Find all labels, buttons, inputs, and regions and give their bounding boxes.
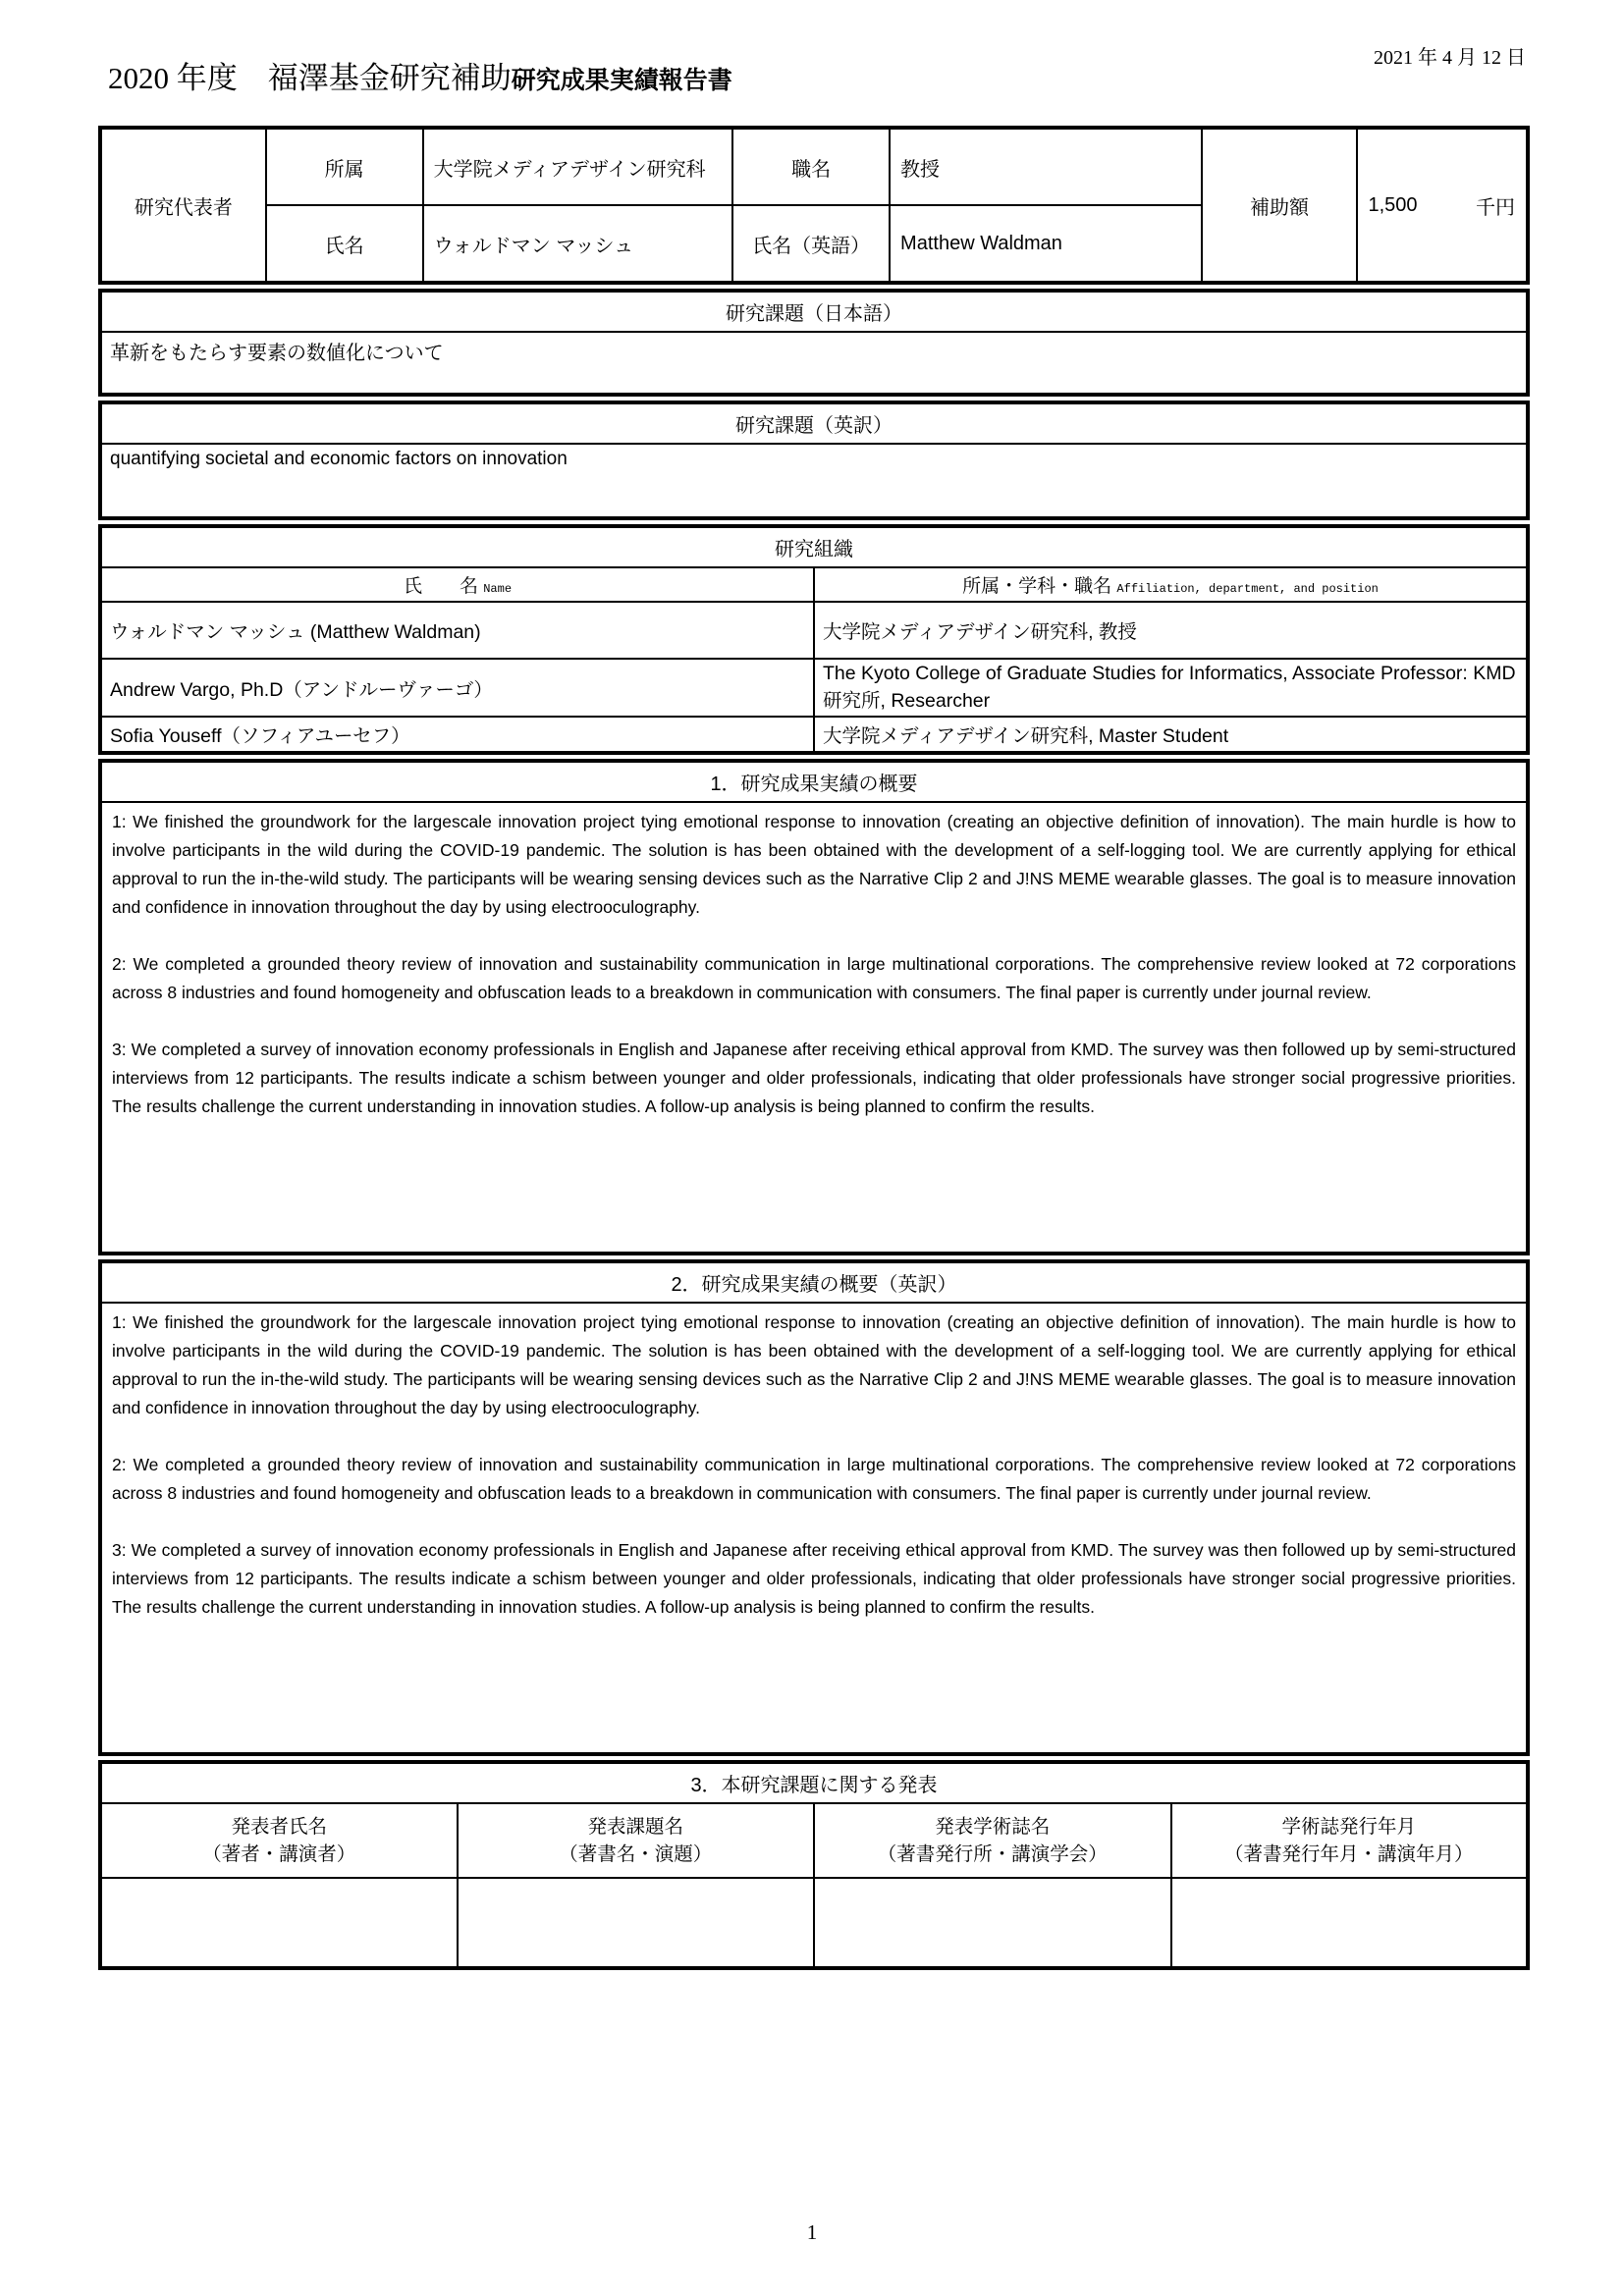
table-row bbox=[100, 128, 1528, 205]
organization-col-name-jp: 氏 名 bbox=[403, 576, 478, 597]
section2-paragraph: 3: We completed a survey of innovation economy professionals in English and Japanese after receiving ethical approval from KMD. The survey was then followed up by semi-structured interviews from 12 participants. The results indicate a schism between younger and older professionals, indicating that older professionals have stronger social progressive priorities. The results challenge the current understanding in innovation studies. A follow-up analysis is being planned to confirm the results. bbox=[112, 1540, 1516, 1618]
organization-col-name bbox=[100, 567, 814, 602]
table-row bbox=[100, 291, 1528, 332]
organization-table bbox=[98, 524, 1530, 755]
publications-col-presenter-line2: （著者・講演者） bbox=[202, 1843, 356, 1865]
topic-jp-value: 革新をもたらす要素の数値化について bbox=[100, 332, 1528, 395]
section1-body bbox=[100, 802, 1528, 1254]
publications-col-journal-line2: （著書発行所・講演学会） bbox=[877, 1843, 1108, 1865]
section3-header: 3．本研究課題に関する発表 bbox=[100, 1762, 1528, 1803]
grant-amount-cell bbox=[1357, 128, 1529, 283]
page-number: 1 bbox=[806, 2220, 818, 2244]
member-affiliation: 大学院メディアデザイン研究科, Master Student bbox=[814, 717, 1528, 753]
organization-col-affil bbox=[814, 567, 1528, 602]
table-row bbox=[100, 332, 1528, 395]
publications-col-date-line2: （著書発行年月・講演年月） bbox=[1223, 1843, 1474, 1865]
publications-col-title-line1: 発表課題名 bbox=[587, 1815, 683, 1838]
member-name: Sofia Youseff（ソフィアユーセフ） bbox=[100, 717, 814, 753]
topic-en-header: 研究課題（英訳） bbox=[100, 402, 1528, 444]
publications-col-title-line2: （著書名・演題） bbox=[559, 1843, 713, 1865]
table-row bbox=[100, 526, 1528, 567]
section1-paragraph: 2: We completed a grounded theory review of innovation and sustainability communication in large multinational corporations. The comprehensive review looked at 72 corporations across 8 industries and found homogeneity and obfuscation leads to a breakdown in communication with consumers. The final paper is currently under journal review. bbox=[112, 954, 1516, 1003]
job-title-value: 教授 bbox=[890, 128, 1202, 205]
document-header bbox=[98, 39, 1530, 126]
section1-paragraph: 1: We finished the groundwork for the largescale innovation project tying emotional response to innovation (creating an objective definition of innovation). The main hurdle is how to involve participants in the wild during the COVID-19 pandemic. The solution is has been obtained with the development of a self-logging tool. We are currently applying for ethical approval to run the in-the-wild study. The participants will be wearing sensing devices such as the Narrative Clip 2 and J!NS MEME wearable glasses. The goal is to measure innovation and confidence in innovation throughout the day by using electrooculography. bbox=[112, 812, 1516, 918]
publications-col-journal bbox=[814, 1803, 1171, 1878]
member-affiliation: 大学院メディアデザイン研究科, 教授 bbox=[814, 602, 1528, 659]
table-row bbox=[100, 444, 1528, 518]
organization-col-affil-jp: 所属・学科・職名 bbox=[962, 576, 1112, 597]
table-row bbox=[100, 1261, 1528, 1303]
topic-jp-table bbox=[98, 289, 1530, 397]
representative-label: 研究代表者 bbox=[100, 128, 266, 283]
table-row bbox=[100, 402, 1528, 444]
section1-paragraph: 3: We completed a survey of innovation economy professionals in English and Japanese after receiving ethical approval from KMD. The survey was then followed up by semi-structured interviews from 12 participants. The results indicate a schism between younger and older professionals, indicating that older professionals have stronger social progressive priorities. The results challenge the current understanding in innovation studies. A follow-up analysis is being planned to confirm the results. bbox=[112, 1040, 1516, 1117]
grant-amount-unit: 千円 bbox=[1476, 196, 1515, 219]
organization-header: 研究組織 bbox=[100, 526, 1528, 567]
publications-col-journal-line1: 発表学術誌名 bbox=[935, 1815, 1051, 1838]
empty-cell bbox=[100, 1878, 458, 1968]
name-en-label: 氏名（英語） bbox=[732, 205, 890, 283]
empty-cell bbox=[1171, 1878, 1529, 1968]
organization-col-name-en: Name bbox=[483, 582, 513, 596]
publications-col-date bbox=[1171, 1803, 1529, 1878]
publications-empty-row bbox=[100, 1878, 1528, 1968]
section1-header: 1．研究成果実績の概要 bbox=[100, 761, 1528, 802]
empty-cell bbox=[814, 1878, 1171, 1968]
affiliation-label: 所属 bbox=[266, 128, 423, 205]
table-row bbox=[100, 1303, 1528, 1754]
organization-col-affil-en: Affiliation, department, and position bbox=[1116, 582, 1379, 596]
publications-column-header-row bbox=[100, 1803, 1528, 1878]
topic-en-value: quantifying societal and economic factors on innovation bbox=[100, 444, 1528, 518]
document-title bbox=[108, 53, 732, 97]
member-affiliation: The Kyoto College of Graduate Studies for Informatics, Associate Professor: KMD 研究所, Researcher bbox=[814, 659, 1528, 717]
member-name: Andrew Vargo, Ph.D（アンドルーヴァーゴ） bbox=[100, 659, 814, 717]
table-row bbox=[100, 1762, 1528, 1803]
empty-cell bbox=[458, 1878, 815, 1968]
section2-header: 2．研究成果実績の概要（英訳） bbox=[100, 1261, 1528, 1303]
report-page bbox=[98, 39, 1530, 1974]
name-value: ウォルドマン マッシュ bbox=[423, 205, 733, 283]
affiliation-value: 大学院メディアデザイン研究科 bbox=[423, 128, 733, 205]
publications-col-title bbox=[458, 1803, 815, 1878]
document-title-main: 2020 年度 福澤基金研究補助 bbox=[108, 61, 512, 95]
publications-table bbox=[98, 1760, 1530, 1970]
section2-paragraph: 2: We completed a grounded theory review of innovation and sustainability communication in large multinational corporations. The comprehensive review looked at 72 corporations across 8 industries and found homogeneity and obfuscation leads to a breakdown in communication with consumers. The final paper is currently under journal review. bbox=[112, 1455, 1516, 1504]
table-row bbox=[100, 659, 1528, 717]
topic-en-table bbox=[98, 400, 1530, 520]
publications-col-presenter-line1: 発表者氏名 bbox=[231, 1815, 327, 1838]
grant-amount-wrap bbox=[1359, 191, 1526, 220]
table-row bbox=[100, 717, 1528, 753]
section1-table bbox=[98, 759, 1530, 1255]
grant-amount-value: 1,500 bbox=[1368, 193, 1418, 216]
publications-col-presenter bbox=[100, 1803, 458, 1878]
name-label: 氏名 bbox=[266, 205, 423, 283]
section2-paragraph: 1: We finished the groundwork for the largescale innovation project tying emotional response to innovation (creating an objective definition of innovation). The main hurdle is how to involve participants in the wild during the COVID-19 pandemic. The solution is has been obtained with the development of a self-logging tool. We are currently applying for ethical approval to run the in-the-wild study. The participants will be wearing sensing devices such as the Narrative Clip 2 and J!NS MEME wearable glasses. The goal is to measure innovation and confidence in innovation throughout the day by using electrooculography. bbox=[112, 1312, 1516, 1418]
section2-body bbox=[100, 1303, 1528, 1754]
document-title-sub: 研究成果実績報告書 bbox=[511, 67, 732, 94]
representative-table bbox=[98, 126, 1530, 285]
job-title-label: 職名 bbox=[732, 128, 890, 205]
name-en-value: Matthew Waldman bbox=[890, 205, 1202, 283]
member-name: ウォルドマン マッシュ (Matthew Waldman) bbox=[100, 602, 814, 659]
document-date: 2021 年 4 月 12 日 bbox=[1374, 47, 1526, 69]
table-row bbox=[100, 761, 1528, 802]
organization-column-header-row bbox=[100, 567, 1528, 602]
section2-table bbox=[98, 1259, 1530, 1756]
publications-col-date-line1: 学術誌発行年月 bbox=[1281, 1815, 1416, 1838]
table-row bbox=[100, 602, 1528, 659]
topic-jp-header: 研究課題（日本語） bbox=[100, 291, 1528, 332]
grant-amount-label: 補助額 bbox=[1202, 128, 1356, 283]
table-row bbox=[100, 802, 1528, 1254]
